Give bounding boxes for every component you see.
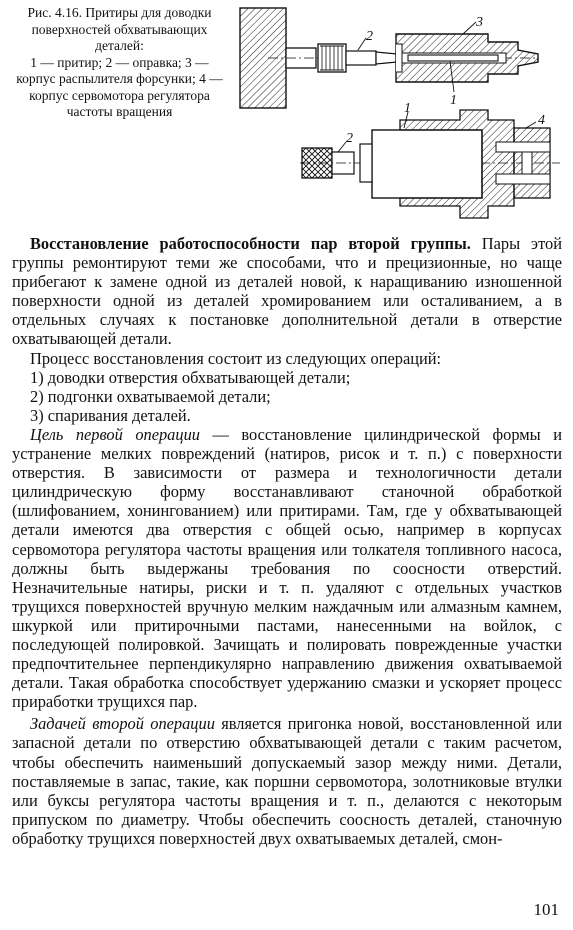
section-heading: Восстановление работоспособности пар второй группы. [30, 234, 471, 253]
paragraph-process: Процесс восстановления состоит из следующих операций: [30, 348, 442, 368]
fig1-label-1: 1 [450, 93, 457, 108]
fig2-label-4: 4 [538, 113, 545, 128]
fig2-label-1: 1 [404, 101, 411, 116]
first-operation-lead: Цель первой операции [30, 424, 200, 444]
operations-list [12, 368, 562, 425]
first-operation-text: — восстановление цилиндрической формы и устранение мелких повреждений (натиров, рисок и т. п.) с поверхности отверстия. В зависимости от размера и технологичности детали цилиндрическую форму восстанавливают станочной обработкой (шлифованием, хонингованием) или притирами. Там, где у обхватывающей детали имеются два отверстия с общей осью, например в корпусах сервомотора регулятора частоты вращения или толкателя топливного насоса, должны быть выдержаны требования по соосности отверстий. Незначительные натиры, риски и т. п. удаляют с отдельных участков трущихся поверхностей вручную мелким наждачным или алмазным камнем, шкуркой или притирочными пастами, нанесенными на войлок, с последующей полировкой. Зачищать и полировать поврежденные участки предпочтительнее перпендикулярно направлению движения охватываемой детали. Такая обработка способствует удержанию смазки и ускоряет процесс приработки трущихся пар. [12, 424, 562, 712]
fig2-label-2: 2 [346, 131, 353, 146]
fig1-label-3: 3 [476, 15, 483, 30]
list-item: 2) подгонки охватываемой детали; [30, 386, 271, 406]
figure-servomotor-lap [300, 100, 568, 228]
page-number: 101 [533, 900, 559, 919]
body-text [12, 234, 562, 848]
paragraph-first-operation [12, 425, 562, 711]
list-item: 3) спаривания деталей. [30, 405, 191, 425]
paragraph-intro [12, 234, 562, 349]
figure-injector-lap [238, 4, 568, 112]
second-operation-text: является пригонка новой, восстановленной или запасной детали по отверстию обхватывающей детали с таким расчетом, чтобы обеспечить наименьший допускаемый зазор между ними. Детали, поставляемые в запас, такие, как поршни сервомотора, золотниковые втулки или буксы регулятора частоты вращения и т. п., делаются с некоторым припуском по диаметру. Чтобы обеспечить соосность деталей, станочную обработку трущихся поверхностей двух охватываемых деталей, смон- [12, 714, 562, 848]
figure-caption [12, 5, 227, 121]
second-operation-lead: Задачей второй операции [30, 714, 215, 734]
paragraph-second-operation [12, 714, 562, 848]
fig1-label-2: 2 [366, 29, 373, 44]
caption-title: Рис. 4.16. Притиры для доводки поверхностей обхватывающих деталей: [27, 5, 212, 53]
paragraph-intro-text: Пары этой группы ремонтируют теми же способами, что и прецизионные, но чаще прибегают к замене одной из деталей новой, к наращиванию изношенной поверхности одной из деталей хромированием или осталиванием, а в отдельных случаях к постановке дополнительной детали в отверстие охватывающей детали. [12, 234, 562, 349]
list-item: 1) доводки отверстия обхватывающей детали; [30, 367, 351, 387]
caption-legend: 1 — притир; 2 — оправка; 3 — корпус распылителя форсунки; 4 — корпус сервомотора регулятора частоты вращения [16, 54, 223, 119]
